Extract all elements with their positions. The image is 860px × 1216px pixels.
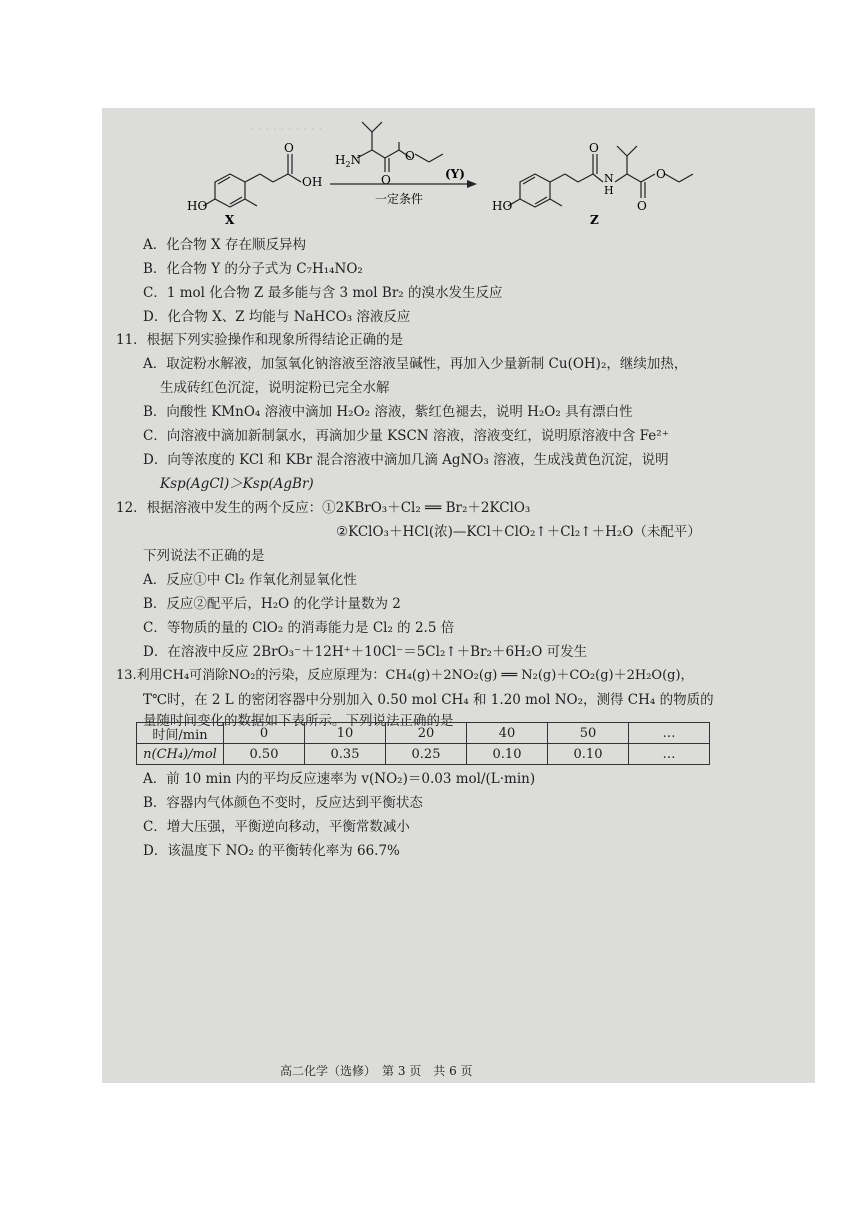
q12-question: 下列说法不正确的是: [143, 548, 265, 564]
ho-label: HO: [187, 199, 208, 213]
q11-option-c: C．向溶液中滴加新制氯水，再滴加少量 KSCN 溶液，溶液变红，说明原溶液中含 Fe²⁺: [143, 428, 669, 444]
table-cell: 20: [386, 723, 467, 744]
table-cell: 0.10: [548, 744, 629, 765]
q11-option-d: D．向等浓度的 KCl 和 KBr 混合溶液中滴加几滴 AgNO₃ 溶液，生成浅黄色沉淀，说明: [143, 452, 669, 468]
o-label: O: [284, 141, 294, 155]
ho-label: HO: [492, 199, 513, 213]
nh-h-label: H: [604, 184, 614, 197]
table-cell: 时间/min: [137, 723, 224, 744]
h2n-label: $H_2N$: [335, 153, 362, 169]
q13-stem-line1: 13.利用CH₄可消除NO₂的污染，反应原理为：CH₄(g)＋2NO₂(g) ══ N₂(g)＋CO₂(g)＋2H₂O(g)，: [116, 668, 694, 683]
q10-option-b: B．化合物 Y 的分子式为 C₇H₁₄NO₂: [143, 261, 363, 277]
table-cell: 0.35: [305, 744, 386, 765]
compound-x-label: X: [225, 213, 235, 227]
arrowhead: [467, 180, 477, 188]
table-header-row: [137, 723, 710, 744]
table-cell: …: [629, 744, 710, 765]
compound-y-structure: [357, 122, 443, 172]
table-cell: …: [629, 723, 710, 744]
bleed-through-text: · · · · · · · · · ·: [250, 122, 323, 136]
reaction-condition: 一定条件: [375, 192, 424, 206]
q11-option-d-cont: Ksp(AgCl)＞Ksp(AgBr): [160, 476, 314, 492]
o-label: O: [589, 141, 599, 155]
o-label: O: [381, 173, 391, 187]
compound-z-label: Z: [590, 213, 599, 227]
nh-n-label: N: [604, 172, 614, 185]
table-cell: 40: [467, 723, 548, 744]
oh-label: OH: [302, 175, 323, 189]
q13-option-a: A．前 10 min 内的平均反应速率为 v(NO₂)＝0.03 mol/(L·min): [143, 771, 536, 787]
table-cell: 0.50: [224, 744, 305, 765]
table-cell: 0: [224, 723, 305, 744]
o-label: O: [637, 199, 647, 213]
table-row: [137, 744, 710, 765]
table-cell: 0.25: [386, 744, 467, 765]
page-footer: 高二化学（选修） 第 3 页 共 6 页: [280, 1064, 473, 1078]
q13-stem-line3: 量随时间变化的数据如下表所示。下列说法正确的是: [143, 713, 454, 729]
table-cell: 10: [305, 723, 386, 744]
table-cell: 0.10: [467, 744, 548, 765]
table-cell: n(CH₄)/mol: [137, 744, 224, 765]
q12-option-d: D．在溶液中反应 2BrO₃⁻＋12H⁺＋10Cl⁻＝5Cl₂↑＋Br₂＋6H₂O 可发生: [143, 644, 588, 660]
compound-x-structure: [203, 154, 301, 207]
q10-option-c: C．1 mol 化合物 Z 最多能与含 3 mol Br₂ 的溴水发生反应: [143, 285, 503, 301]
o-label: O: [656, 167, 666, 181]
q13-stem-line2: T℃时，在 2 L 的密闭容器中分别加入 0.50 mol CH₄ 和 1.20 mol NO₂，测得 CH₄ 的物质的: [143, 692, 714, 708]
q13-option-b: B．容器内气体颜色不变时，反应达到平衡状态: [143, 795, 423, 811]
q12-option-b: B．反应②配平后，H₂O 的化学计量数为 2: [143, 596, 401, 612]
q11-stem: 11．根据下列实验操作和现象所得结论正确的是: [116, 332, 404, 348]
q12-reaction-2: ②KClO₃＋HCl(浓)—KCl＋ClO₂↑＋Cl₂↑＋H₂O（未配平）: [336, 524, 701, 540]
o-label: O: [405, 149, 415, 163]
compound-y-label: (Y): [445, 167, 465, 181]
data-table: [136, 722, 710, 765]
q10-option-d: D．化合物 X、Z 均能与 NaHCO₃ 溶液反应: [143, 309, 411, 325]
q11-option-a-cont: 生成砖红色沉淀，说明淀粉已完全水解: [160, 380, 390, 396]
reaction-scheme: [185, 112, 705, 232]
q12-option-a: A．反应①中 Cl₂ 作氧化剂显氧化性: [143, 572, 357, 588]
q12-option-c: C．等物质的量的 ClO₂ 的消毒能力是 Cl₂ 的 2.5 倍: [143, 620, 455, 636]
table-cell: 50: [548, 723, 629, 744]
q12-stem: 12．根据溶液中发生的两个反应：①2KBrO₃＋Cl₂ ══ Br₂＋2KClO₃: [116, 500, 531, 516]
q13-option-d: D．该温度下 NO₂ 的平衡转化率为 66.7%: [143, 843, 400, 859]
q10-option-a: A．化合物 X 存在顺反异构: [143, 237, 306, 253]
q11-option-b: B．向酸性 KMnO₄ 溶液中滴加 H₂O₂ 溶液，紫红色褪去，说明 H₂O₂ 具有漂白性: [143, 404, 633, 420]
q11-option-a: A．取淀粉水解液，加氢氧化钠溶液至溶液呈碱性，再加入少量新制 Cu(OH)₂，继续加热，: [143, 356, 688, 372]
q13-option-c: C．增大压强，平衡逆向移动，平衡常数减小: [143, 819, 410, 835]
